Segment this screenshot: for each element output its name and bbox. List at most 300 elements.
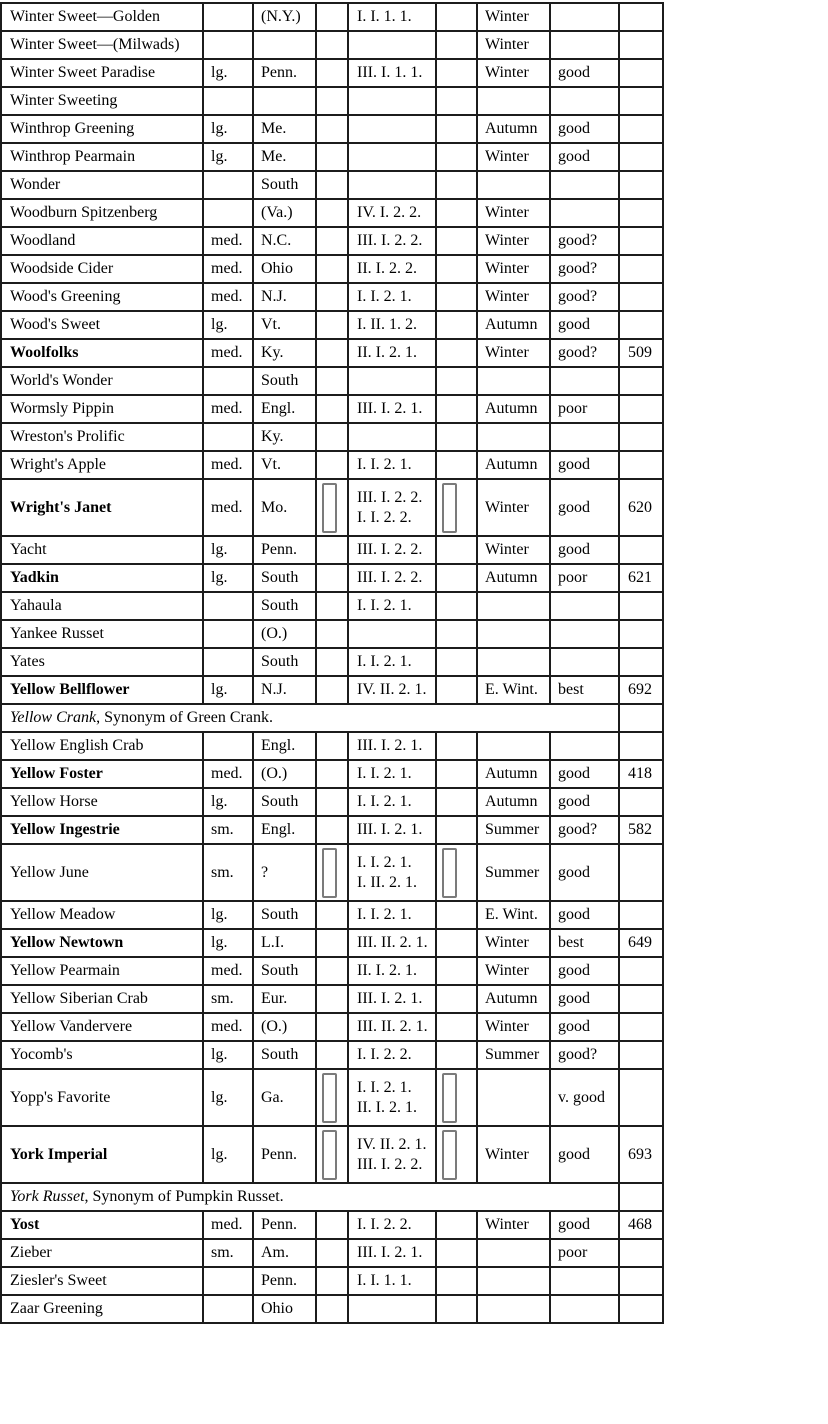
cell-season: Autumn xyxy=(477,451,550,479)
cell-size: lg. xyxy=(203,1069,253,1126)
cell-bracket-left xyxy=(316,3,348,31)
cell-number xyxy=(619,311,663,339)
cell-season: Winter xyxy=(477,31,550,59)
cell-season xyxy=(477,423,550,451)
cell-size: sm. xyxy=(203,985,253,1013)
cell-number: 621 xyxy=(619,564,663,592)
table-body xyxy=(1,3,663,1323)
cell-bracket-right xyxy=(436,901,477,929)
cell-number: 509 xyxy=(619,339,663,367)
cell-bracket-right xyxy=(436,87,477,115)
cell-classification xyxy=(348,929,436,957)
cell-number xyxy=(619,255,663,283)
classification-line: II. I. 2. 1. xyxy=(357,962,417,979)
cell-size: med. xyxy=(203,479,253,536)
cell-bracket-left xyxy=(316,283,348,311)
cell-bracket-left xyxy=(316,87,348,115)
cell-origin: Engl. xyxy=(253,395,316,423)
cell-bracket-left xyxy=(316,592,348,620)
cell-bracket-right xyxy=(436,367,477,395)
cell-number: 620 xyxy=(619,479,663,536)
cell-origin: Ohio xyxy=(253,1295,316,1323)
cell-bracket-right xyxy=(436,1013,477,1041)
cell-number: 649 xyxy=(619,929,663,957)
classification-line: I. II. 2. 1. xyxy=(357,873,417,891)
cell-quality xyxy=(550,592,619,620)
classification-line: III. I. 2. 1. xyxy=(357,737,423,754)
cell-size xyxy=(203,171,253,199)
cell-bracket-left xyxy=(316,367,348,395)
cell-variety-name: Wright's Janet xyxy=(1,479,203,536)
brace-icon xyxy=(442,483,457,533)
cell-number xyxy=(619,451,663,479)
cell-classification xyxy=(348,59,436,87)
cell-variety-name: Wormsly Pippin xyxy=(1,395,203,423)
classification-line: III. I. 2. 1. xyxy=(357,990,423,1007)
cell-classification xyxy=(348,423,436,451)
cell-variety-name: Yellow Newtown xyxy=(1,929,203,957)
cell-number: 418 xyxy=(619,760,663,788)
cell-classification xyxy=(348,985,436,1013)
cell-classification xyxy=(348,788,436,816)
cell-origin: South xyxy=(253,901,316,929)
cell-classification xyxy=(348,564,436,592)
cell-quality xyxy=(550,1295,619,1323)
cell-season xyxy=(477,171,550,199)
variety-row xyxy=(1,1126,663,1183)
cell-origin: N.J. xyxy=(253,283,316,311)
cell-size: lg. xyxy=(203,536,253,564)
cell-origin: Vt. xyxy=(253,451,316,479)
cell-classification xyxy=(348,3,436,31)
synonym-text-cell xyxy=(1,1183,619,1211)
cell-size: lg. xyxy=(203,564,253,592)
cell-bracket-left xyxy=(316,1041,348,1069)
cell-season: Autumn xyxy=(477,311,550,339)
cell-bracket-left xyxy=(316,199,348,227)
cell-number xyxy=(619,788,663,816)
cell-number xyxy=(619,901,663,929)
cell-variety-name: Wreston's Prolific xyxy=(1,423,203,451)
cell-number xyxy=(619,171,663,199)
cell-quality: good? xyxy=(550,255,619,283)
cell-variety-name: Yellow Foster xyxy=(1,760,203,788)
variety-row xyxy=(1,367,663,395)
cell-bracket-right xyxy=(436,1267,477,1295)
cell-size xyxy=(203,199,253,227)
classification-line: III. I. 2. 2. xyxy=(357,488,423,506)
cell-origin: Penn. xyxy=(253,59,316,87)
cell-classification xyxy=(348,1013,436,1041)
cell-size: lg. xyxy=(203,929,253,957)
cell-variety-name: Yellow Meadow xyxy=(1,901,203,929)
cell-size xyxy=(203,1295,253,1323)
cell-quality: good xyxy=(550,844,619,901)
cell-number xyxy=(619,199,663,227)
cell-classification xyxy=(348,1211,436,1239)
variety-row xyxy=(1,227,663,255)
cell-origin: South xyxy=(253,648,316,676)
variety-row xyxy=(1,3,663,31)
cell-bracket-right xyxy=(436,732,477,760)
variety-row xyxy=(1,1267,663,1295)
synonym-row xyxy=(1,1183,663,1211)
cell-classification xyxy=(348,87,436,115)
cell-number xyxy=(619,592,663,620)
cell-bracket-left xyxy=(316,732,348,760)
cell-origin: Ky. xyxy=(253,339,316,367)
cell-quality xyxy=(550,199,619,227)
cell-bracket-right xyxy=(436,844,477,901)
cell-season: Winter xyxy=(477,199,550,227)
cell-size xyxy=(203,3,253,31)
cell-season: Summer xyxy=(477,816,550,844)
variety-row xyxy=(1,844,663,901)
cell-season: Winter xyxy=(477,1013,550,1041)
classification-line: I. I. 2. 1. xyxy=(357,853,412,871)
cell-classification xyxy=(348,31,436,59)
cell-bracket-right xyxy=(436,311,477,339)
cell-bracket-right xyxy=(436,620,477,648)
cell-season: Winter xyxy=(477,59,550,87)
cell-quality: good xyxy=(550,1211,619,1239)
cell-number xyxy=(619,1183,663,1211)
cell-classification xyxy=(348,1295,436,1323)
brace-icon xyxy=(322,1073,337,1123)
cell-number xyxy=(619,423,663,451)
cell-variety-name: Wright's Apple xyxy=(1,451,203,479)
variety-row xyxy=(1,479,663,536)
variety-row xyxy=(1,1013,663,1041)
cell-origin: Penn. xyxy=(253,1211,316,1239)
cell-classification xyxy=(348,620,436,648)
cell-season: Autumn xyxy=(477,760,550,788)
cell-bracket-right xyxy=(436,648,477,676)
cell-bracket-right xyxy=(436,1069,477,1126)
classification-line: II. I. 2. 1. xyxy=(357,1098,417,1116)
brace-icon xyxy=(322,848,337,898)
variety-row xyxy=(1,1239,663,1267)
brace-icon xyxy=(442,848,457,898)
cell-number xyxy=(619,704,663,732)
cell-classification xyxy=(348,283,436,311)
cell-origin: Penn. xyxy=(253,1126,316,1183)
cell-variety-name: Wood's Greening xyxy=(1,283,203,311)
cell-bracket-right xyxy=(436,339,477,367)
cell-quality: good xyxy=(550,59,619,87)
cell-variety-name: Yellow Bellflower xyxy=(1,676,203,704)
cell-quality xyxy=(550,423,619,451)
cell-classification xyxy=(348,592,436,620)
variety-row xyxy=(1,255,663,283)
cell-quality xyxy=(550,620,619,648)
cell-size: sm. xyxy=(203,816,253,844)
cell-quality: good? xyxy=(550,1041,619,1069)
cell-number xyxy=(619,59,663,87)
cell-classification xyxy=(348,844,436,901)
cell-variety-name: Yankee Russet xyxy=(1,620,203,648)
cell-origin: Mo. xyxy=(253,479,316,536)
synonym-reference-text: , Synonym of Pumpkin Russet. xyxy=(84,1188,284,1205)
cell-season: Winter xyxy=(477,1211,550,1239)
cell-bracket-left xyxy=(316,648,348,676)
cell-size: med. xyxy=(203,451,253,479)
cell-size: lg. xyxy=(203,1041,253,1069)
cell-origin: South xyxy=(253,367,316,395)
variety-row xyxy=(1,283,663,311)
cell-bracket-left xyxy=(316,957,348,985)
cell-size xyxy=(203,592,253,620)
cell-quality xyxy=(550,367,619,395)
variety-row xyxy=(1,451,663,479)
cell-classification xyxy=(348,760,436,788)
synonym-row xyxy=(1,704,663,732)
cell-origin: N.C. xyxy=(253,227,316,255)
cell-quality: good xyxy=(550,985,619,1013)
classification-line: II. I. 2. 2. xyxy=(357,260,417,277)
cell-origin xyxy=(253,31,316,59)
cell-bracket-left xyxy=(316,143,348,171)
cell-variety-name: Yopp's Favorite xyxy=(1,1069,203,1126)
cell-origin: Me. xyxy=(253,115,316,143)
cell-bracket-left xyxy=(316,479,348,536)
cell-classification xyxy=(348,115,436,143)
cell-quality xyxy=(550,648,619,676)
cell-quality: good xyxy=(550,451,619,479)
variety-row xyxy=(1,536,663,564)
classification-line: IV. I. 2. 2. xyxy=(357,204,422,221)
cell-origin: Am. xyxy=(253,1239,316,1267)
cell-bracket-right xyxy=(436,1041,477,1069)
classification-line: I. I. 2. 1. xyxy=(357,653,412,670)
cell-number xyxy=(619,1041,663,1069)
cell-origin xyxy=(253,87,316,115)
cell-bracket-left xyxy=(316,395,348,423)
variety-row xyxy=(1,395,663,423)
cell-variety-name: Yocomb's xyxy=(1,1041,203,1069)
cell-number xyxy=(619,732,663,760)
cell-origin: South xyxy=(253,957,316,985)
synonym-text-cell xyxy=(1,704,619,732)
cell-quality xyxy=(550,171,619,199)
cell-classification xyxy=(348,1041,436,1069)
cell-bracket-right xyxy=(436,283,477,311)
variety-row xyxy=(1,1211,663,1239)
cell-size: lg. xyxy=(203,59,253,87)
classification-line: III. I. 2. 1. xyxy=(357,821,423,838)
cell-bracket-left xyxy=(316,31,348,59)
cell-bracket-left xyxy=(316,788,348,816)
cell-season xyxy=(477,732,550,760)
cell-season: Winter xyxy=(477,283,550,311)
cell-variety-name: Yates xyxy=(1,648,203,676)
cell-number xyxy=(619,844,663,901)
cell-season: Winter xyxy=(477,1126,550,1183)
cell-classification xyxy=(348,479,436,536)
cell-classification xyxy=(348,227,436,255)
cell-bracket-left xyxy=(316,676,348,704)
cell-variety-name: Woodburn Spitzenberg xyxy=(1,199,203,227)
cell-season: Autumn xyxy=(477,564,550,592)
cell-bracket-right xyxy=(436,1239,477,1267)
cell-bracket-right xyxy=(436,115,477,143)
classification-line: I. I. 2. 1. xyxy=(357,906,412,923)
cell-number xyxy=(619,143,663,171)
cell-bracket-right xyxy=(436,59,477,87)
classification-line: I. I. 2. 1. xyxy=(357,597,412,614)
cell-quality xyxy=(550,87,619,115)
cell-number xyxy=(619,31,663,59)
cell-number xyxy=(619,283,663,311)
cell-bracket-left xyxy=(316,536,348,564)
variety-row xyxy=(1,1069,663,1126)
cell-quality: good? xyxy=(550,227,619,255)
cell-bracket-right xyxy=(436,1211,477,1239)
classification-line: I. I. 2. 1. xyxy=(357,456,412,473)
cell-season xyxy=(477,367,550,395)
cell-bracket-right xyxy=(436,929,477,957)
cell-variety-name: Yahaula xyxy=(1,592,203,620)
classification-line: III. I. 2. 2. xyxy=(357,1155,423,1173)
cell-season: Winter xyxy=(477,339,550,367)
variety-row xyxy=(1,87,663,115)
variety-row xyxy=(1,816,663,844)
cell-season xyxy=(477,620,550,648)
variety-row xyxy=(1,929,663,957)
cell-origin: Engl. xyxy=(253,816,316,844)
cell-bracket-right xyxy=(436,479,477,536)
cell-quality xyxy=(550,732,619,760)
cell-classification xyxy=(348,143,436,171)
cell-variety-name: Winter Sweeting xyxy=(1,87,203,115)
cell-bracket-left xyxy=(316,844,348,901)
cell-season xyxy=(477,1239,550,1267)
cell-bracket-right xyxy=(436,676,477,704)
cell-season: Winter xyxy=(477,227,550,255)
cell-variety-name: Yacht xyxy=(1,536,203,564)
cell-size xyxy=(203,1267,253,1295)
cell-size: lg. xyxy=(203,676,253,704)
cell-classification xyxy=(348,311,436,339)
variety-row xyxy=(1,115,663,143)
cell-number: 693 xyxy=(619,1126,663,1183)
variety-row xyxy=(1,732,663,760)
cell-size xyxy=(203,423,253,451)
cell-size xyxy=(203,620,253,648)
cell-bracket-right xyxy=(436,536,477,564)
cell-bracket-right xyxy=(436,171,477,199)
cell-season xyxy=(477,1069,550,1126)
cell-bracket-right xyxy=(436,451,477,479)
cell-classification xyxy=(348,255,436,283)
cell-variety-name: Wood's Sweet xyxy=(1,311,203,339)
cell-season: Autumn xyxy=(477,788,550,816)
cell-quality: good? xyxy=(550,283,619,311)
cell-season: Autumn xyxy=(477,395,550,423)
variety-row xyxy=(1,339,663,367)
cell-season: Winter xyxy=(477,3,550,31)
cell-size: lg. xyxy=(203,115,253,143)
cell-quality: good xyxy=(550,311,619,339)
variety-row xyxy=(1,59,663,87)
cell-classification xyxy=(348,676,436,704)
cell-origin: Ohio xyxy=(253,255,316,283)
classification-line: III. I. 2. 1. xyxy=(357,1244,423,1261)
brace-icon xyxy=(322,1130,337,1180)
cell-season: Summer xyxy=(477,1041,550,1069)
cell-size: med. xyxy=(203,760,253,788)
cell-origin: (N.Y.) xyxy=(253,3,316,31)
synonym-variety-name: Yellow Crank xyxy=(10,709,97,726)
cell-season: Winter xyxy=(477,536,550,564)
cell-variety-name: Woolfolks xyxy=(1,339,203,367)
synonym-variety-name: York Russet xyxy=(10,1188,85,1205)
cell-size: med. xyxy=(203,255,253,283)
cell-size xyxy=(203,31,253,59)
cell-variety-name: Yadkin xyxy=(1,564,203,592)
cell-variety-name: Winter Sweet—Golden xyxy=(1,3,203,31)
cell-classification xyxy=(348,451,436,479)
cell-classification xyxy=(348,901,436,929)
cell-origin: Ga. xyxy=(253,1069,316,1126)
cell-classification xyxy=(348,1126,436,1183)
cell-variety-name: Zieber xyxy=(1,1239,203,1267)
cell-origin: N.J. xyxy=(253,676,316,704)
cell-quality: good xyxy=(550,479,619,536)
cell-number: 582 xyxy=(619,816,663,844)
cell-variety-name: Zaar Greening xyxy=(1,1295,203,1323)
cell-bracket-right xyxy=(436,985,477,1013)
cell-season: E. Wint. xyxy=(477,676,550,704)
classification-line: I. I. 2. 2. xyxy=(357,1046,412,1063)
cell-origin: Engl. xyxy=(253,732,316,760)
cell-variety-name: Winthrop Pearmain xyxy=(1,143,203,171)
cell-size: lg. xyxy=(203,311,253,339)
variety-row xyxy=(1,676,663,704)
cell-classification xyxy=(348,648,436,676)
variety-row xyxy=(1,564,663,592)
cell-origin: Ky. xyxy=(253,423,316,451)
cell-origin: South xyxy=(253,564,316,592)
cell-number: 468 xyxy=(619,1211,663,1239)
classification-line: III. I. 2. 2. xyxy=(357,541,423,558)
cell-origin: (Va.) xyxy=(253,199,316,227)
cell-quality: good xyxy=(550,1126,619,1183)
cell-classification xyxy=(348,1267,436,1295)
cell-season xyxy=(477,592,550,620)
cell-classification xyxy=(348,816,436,844)
cell-quality: good xyxy=(550,143,619,171)
classification-line: I. I. 1. 1. xyxy=(357,8,412,25)
cell-origin: South xyxy=(253,592,316,620)
classification-line: IV. II. 2. 1. xyxy=(357,681,427,698)
cell-bracket-left xyxy=(316,1211,348,1239)
cell-quality: good xyxy=(550,115,619,143)
cell-origin: South xyxy=(253,788,316,816)
cell-bracket-left xyxy=(316,564,348,592)
cell-bracket-right xyxy=(436,816,477,844)
cell-size: med. xyxy=(203,227,253,255)
classification-line: I. I. 2. 1. xyxy=(357,765,412,782)
cell-number xyxy=(619,395,663,423)
cell-number xyxy=(619,227,663,255)
cell-classification xyxy=(348,171,436,199)
brace-icon xyxy=(322,483,337,533)
cell-variety-name: Ziesler's Sweet xyxy=(1,1267,203,1295)
cell-number xyxy=(619,620,663,648)
cell-variety-name: Wonder xyxy=(1,171,203,199)
cell-variety-name: Winthrop Greening xyxy=(1,115,203,143)
